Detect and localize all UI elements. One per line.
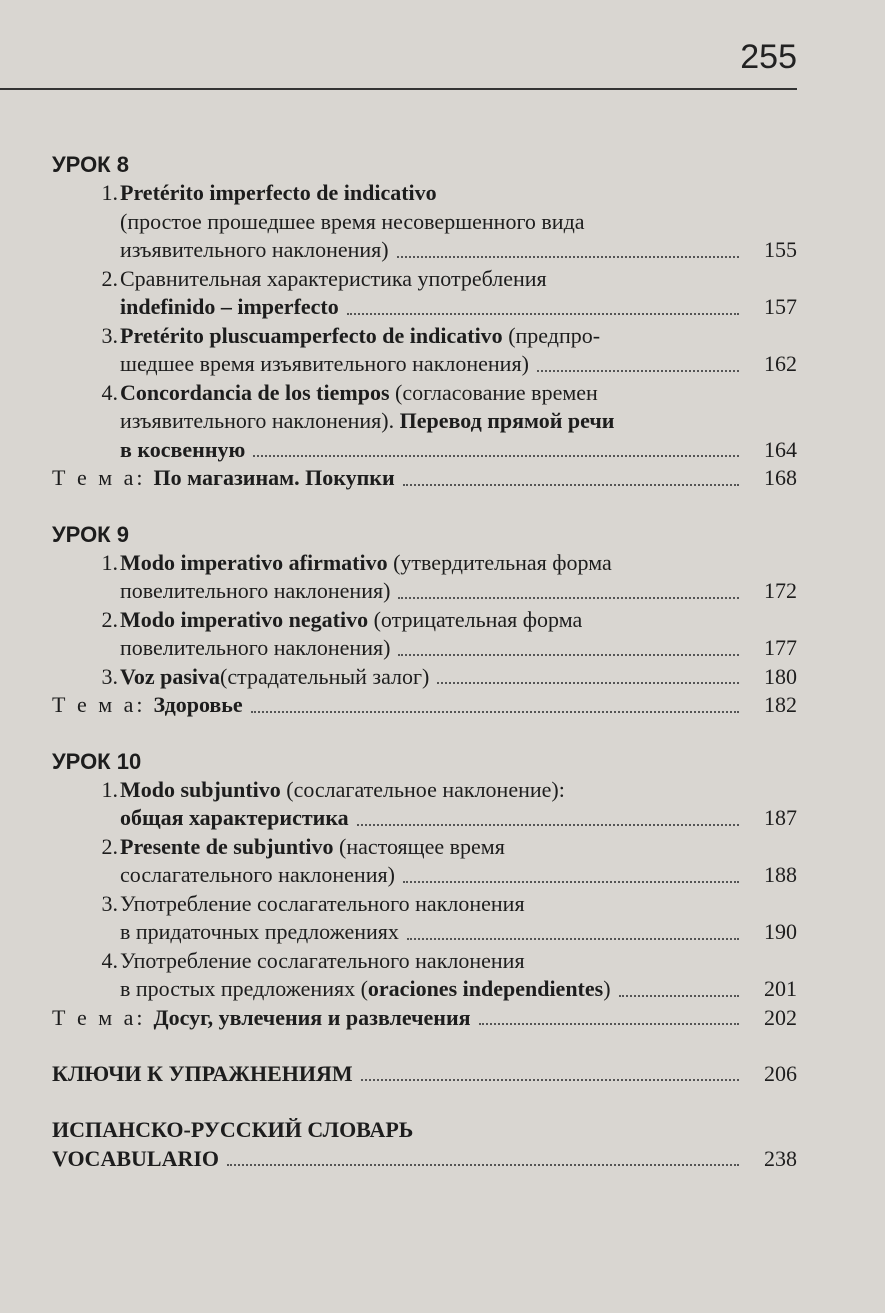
entry-title: общая характеристика xyxy=(120,805,349,830)
page-ref: 190 xyxy=(764,919,797,944)
dot-leader xyxy=(619,994,739,997)
page-ref: 238 xyxy=(764,1146,797,1171)
entry-title: Modo subjuntivo xyxy=(120,776,281,802)
entry-title: в косвенную xyxy=(120,436,246,462)
toc-entry[interactable] xyxy=(52,179,797,265)
toc-entry[interactable] xyxy=(52,947,797,1004)
lesson-9 xyxy=(52,520,797,720)
entry-title: Modo imperativo afirmativo xyxy=(120,549,388,575)
lesson-title: УРОК 10 xyxy=(52,748,142,774)
entry-text: (настоящее время xyxy=(333,833,505,859)
toc-section-dictionary[interactable] xyxy=(52,1115,797,1173)
entry-title: Pretérito imperfecto de indicativo xyxy=(120,180,437,205)
entry-text: изъявительного наклонения) xyxy=(120,237,389,262)
theme-label: Т е м а: xyxy=(52,465,146,490)
entry-title: oraciones independientes xyxy=(367,976,604,1001)
dot-leader xyxy=(251,710,739,713)
section-title: КЛЮЧИ К УПРАЖНЕНИЯМ xyxy=(52,1061,353,1086)
dot-leader xyxy=(227,1163,739,1166)
lesson-title: УРОК 8 xyxy=(52,152,129,177)
entry-text: изъявительного наклонения). xyxy=(120,408,400,433)
lesson-10 xyxy=(52,747,797,1033)
entry-title: indefinido – imperfecto xyxy=(120,294,339,319)
toc-entry[interactable] xyxy=(52,322,797,379)
dot-leader xyxy=(398,653,739,656)
page-ref: 206 xyxy=(764,1061,797,1086)
page-ref: 172 xyxy=(764,578,797,603)
page-ref: 202 xyxy=(764,1004,797,1030)
dot-leader xyxy=(479,1022,739,1025)
entry-title: Modo imperativo negativo xyxy=(120,606,369,632)
dot-leader xyxy=(537,369,739,372)
dot-leader xyxy=(437,681,739,684)
toc-theme[interactable] xyxy=(52,1004,797,1033)
entry-text: повелительного наклонения) xyxy=(120,578,391,603)
entry-title: Concordancia de los tiempos xyxy=(120,379,390,405)
section-title: ИСПАНСКО-РУССКИЙ СЛОВАРЬ xyxy=(52,1117,414,1142)
entry-number: 1. xyxy=(101,776,118,802)
theme-title: Досуг, увлечения и развлечения xyxy=(153,1004,471,1030)
entry-text: сослагательного наклонения) xyxy=(120,862,395,887)
lesson-8 xyxy=(52,150,797,493)
entry-number: 2. xyxy=(101,265,118,291)
page-ref: 180 xyxy=(764,663,797,689)
entry-text: (простое прошедшее время несовершенного вида xyxy=(120,208,585,234)
toc-theme[interactable] xyxy=(52,691,797,720)
entry-text: (отрицательная форма xyxy=(368,606,583,632)
toc-theme[interactable] xyxy=(52,464,797,493)
toc-entry[interactable] xyxy=(52,606,797,663)
theme-label: Т е м а: xyxy=(52,1004,146,1030)
entry-number: 1. xyxy=(101,180,118,205)
page-ref: 155 xyxy=(764,237,797,262)
toc-section-keys[interactable] xyxy=(52,1059,797,1088)
entry-text: (утвердительная форма xyxy=(387,549,612,575)
entry-title: Voz pasiva xyxy=(120,663,221,689)
dot-leader xyxy=(347,312,739,315)
entry-text: шедшее время изъявительного наклонения) xyxy=(120,351,529,376)
entry-number: 4. xyxy=(101,947,118,973)
page-ref: 187 xyxy=(764,805,797,830)
entry-title: Presente de subjuntivo xyxy=(120,833,334,859)
dot-leader xyxy=(398,596,739,599)
page-ref: 162 xyxy=(764,351,797,376)
toc-entry[interactable] xyxy=(52,379,797,465)
page-ref: 201 xyxy=(764,976,797,1001)
toc-entry[interactable] xyxy=(52,663,797,692)
entry-text: ) xyxy=(603,976,611,1001)
entry-text: (предпро- xyxy=(502,322,601,348)
toc-entry[interactable] xyxy=(52,833,797,890)
dot-leader xyxy=(403,880,739,883)
theme-title: Здоровье xyxy=(153,692,243,717)
entry-title: Pretérito pluscuamperfecto de indicativo xyxy=(120,322,503,348)
dot-leader xyxy=(397,255,739,258)
dot-leader xyxy=(407,937,739,940)
entry-text: в придаточных предложениях xyxy=(120,919,399,944)
entry-number: 4. xyxy=(101,379,118,405)
header-rule xyxy=(0,88,797,90)
entry-number: 2. xyxy=(101,833,118,859)
entry-text: (сослагательное наклонение): xyxy=(280,776,565,802)
theme-label: Т е м а: xyxy=(52,692,146,717)
toc-entry[interactable] xyxy=(52,265,797,322)
entry-text: (согласование времен xyxy=(389,379,598,405)
page-ref: 164 xyxy=(764,436,797,462)
lesson-title: УРОК 9 xyxy=(52,521,129,547)
entry-text: в простых предложениях ( xyxy=(120,976,368,1001)
entry-number: 3. xyxy=(101,663,118,689)
theme-title: По магазинам. Покупки xyxy=(153,465,395,490)
entry-text: (страдательный залог) xyxy=(220,663,430,689)
dot-leader xyxy=(403,483,739,486)
toc-entry[interactable] xyxy=(52,549,797,606)
dot-leader xyxy=(253,454,739,457)
section-title: VOCABULARIO xyxy=(52,1146,220,1171)
entry-text: Сравнительная характеристика употребления xyxy=(120,265,547,291)
page-ref: 188 xyxy=(764,862,797,887)
entry-number: 2. xyxy=(101,606,118,632)
entry-number: 1. xyxy=(101,549,118,575)
dot-leader xyxy=(361,1078,739,1081)
page-ref: 157 xyxy=(764,294,797,319)
table-of-contents xyxy=(52,150,797,1173)
page-number: 255 xyxy=(740,38,797,76)
toc-entry[interactable] xyxy=(52,776,797,833)
entry-text: повелительного наклонения) xyxy=(120,635,391,660)
page-ref: 182 xyxy=(764,692,797,717)
entry-title: Перевод прямой речи xyxy=(399,408,615,433)
entry-text: Употребление сослагательного наклонения xyxy=(120,890,525,916)
entry-number: 3. xyxy=(101,322,118,348)
entry-number: 3. xyxy=(101,890,118,916)
entry-text: Употребление сослагательного наклонения xyxy=(120,947,525,973)
dot-leader xyxy=(357,823,739,826)
page-ref: 177 xyxy=(764,635,797,660)
toc-entry[interactable] xyxy=(52,890,797,947)
page-ref: 168 xyxy=(764,465,797,490)
